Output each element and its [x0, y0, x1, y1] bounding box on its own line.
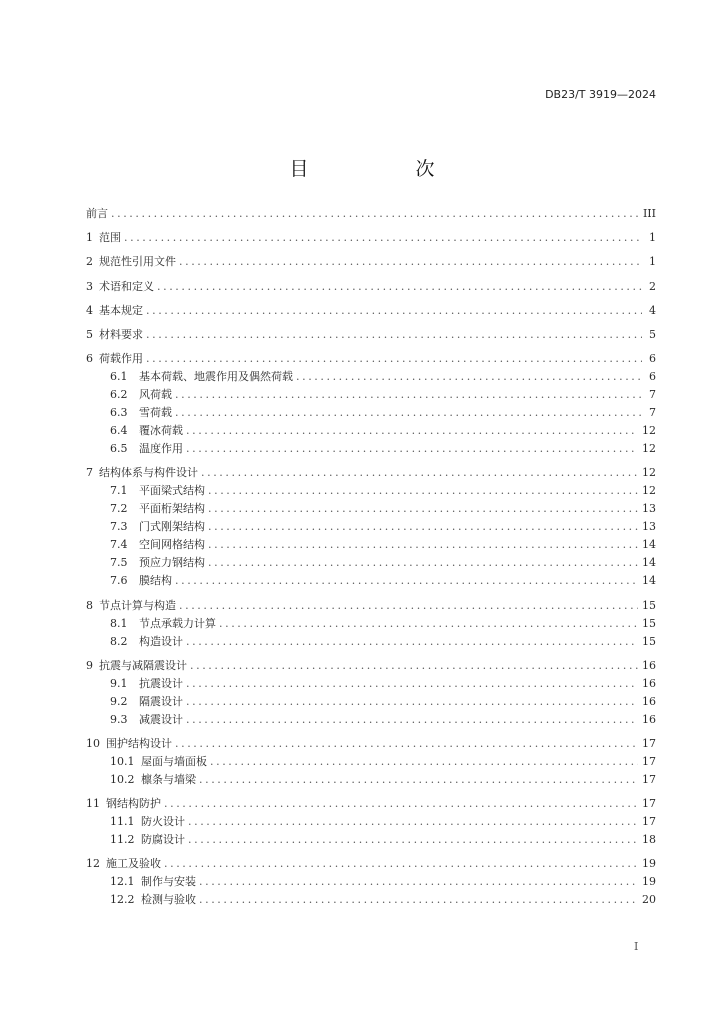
toc-leader-dots [188, 813, 638, 831]
toc-leader-dots [199, 873, 638, 891]
toc-entry-page: 20 [642, 893, 656, 907]
toc-entry-label: 节点计算与构造 [99, 598, 176, 612]
toc-entry[interactable] [86, 657, 656, 675]
toc-leader-dots [146, 302, 642, 320]
toc-entry-page: 16 [642, 712, 656, 726]
toc-entry-page: 19 [642, 875, 656, 889]
toc-entry-label: 膜结构 [139, 574, 172, 588]
toc-entry-page: 19 [642, 857, 656, 871]
toc-entry[interactable] [86, 404, 656, 422]
toc-entry-number: 9 [86, 658, 93, 672]
toc-entry-page: 15 [642, 598, 656, 612]
toc-entry[interactable] [86, 500, 656, 518]
toc-entry-label: 术语和定义 [99, 279, 154, 293]
toc-leader-dots [111, 205, 639, 223]
toc-leader-dots [186, 711, 638, 729]
toc-entry-number: 12 [86, 857, 100, 871]
toc-entry-page: 15 [642, 616, 656, 630]
toc-entry-label: 风荷载 [139, 388, 172, 402]
toc-entry[interactable] [86, 205, 656, 223]
toc-entry-page: 12 [642, 442, 656, 456]
toc-entry-number: 1 [86, 231, 93, 245]
toc-entry-label: 覆冰荷载 [139, 424, 183, 438]
toc-entry[interactable] [86, 597, 656, 615]
toc-leader-dots [175, 386, 642, 404]
toc-entry-number: 8.1 [110, 616, 128, 630]
toc-entry[interactable] [86, 440, 656, 458]
toc-entry-number: 6 [86, 352, 93, 366]
toc-entry-page: 13 [642, 520, 656, 534]
toc-leader-dots [157, 278, 642, 296]
toc-entry[interactable] [86, 711, 656, 729]
toc-entry[interactable] [86, 813, 656, 831]
toc-entry-label: 规范性引用文件 [99, 255, 176, 269]
toc-entry-number: 7.3 [110, 520, 128, 534]
toc-entry-label: 基本荷载、地震作用及偶然荷载 [139, 370, 293, 384]
toc-entry-label: 抗震设计 [139, 676, 183, 690]
toc-entry-label: 制作与安装 [141, 875, 196, 889]
toc-entry-number: 6.1 [110, 370, 128, 384]
toc-leader-dots [186, 675, 638, 693]
toc-entry-label: 檩条与墙梁 [141, 772, 196, 786]
toc-entry-label: 抗震与减隔震设计 [99, 658, 187, 672]
toc-entry-number: 7.4 [110, 538, 128, 552]
toc-entry-page: 17 [642, 815, 656, 829]
toc-entry[interactable] [86, 795, 656, 813]
toc-entry[interactable] [86, 350, 656, 368]
toc-leader-dots [175, 572, 638, 590]
toc-entry-page: 6 [649, 370, 656, 384]
toc-entry-page: 12 [642, 484, 656, 498]
toc-entry-label: 减震设计 [139, 712, 183, 726]
toc-entry-number: 8.2 [110, 634, 128, 648]
toc-entry-page: 7 [649, 406, 656, 420]
toc-entry[interactable] [86, 753, 656, 771]
toc-leader-dots [208, 518, 638, 536]
toc-entry-page: 12 [642, 424, 656, 438]
toc-entry-label: 节点承载力计算 [139, 616, 216, 630]
toc-leader-dots [190, 657, 638, 675]
toc-entry-number: 2 [86, 255, 93, 269]
toc-leader-dots [175, 404, 642, 422]
toc-leader-dots [199, 771, 638, 789]
toc-entry-page: 17 [642, 754, 656, 768]
toc-entry-label: 防火设计 [141, 815, 185, 829]
toc-leader-dots [179, 597, 638, 615]
toc-entry[interactable] [86, 855, 656, 873]
toc-entry-number: 7.2 [110, 502, 128, 516]
toc-leader-dots [188, 831, 638, 849]
toc-entry[interactable] [86, 482, 656, 500]
toc-entry-label: 前言 [86, 207, 108, 220]
toc-leader-dots [186, 633, 638, 651]
toc-entry[interactable] [86, 693, 656, 711]
toc-entry-page: 13 [642, 502, 656, 516]
toc-entry-label: 隔震设计 [139, 694, 183, 708]
toc-entry[interactable] [86, 572, 656, 590]
toc-entry-label: 钢结构防护 [106, 797, 161, 811]
toc-entry[interactable] [86, 229, 656, 247]
toc-entry[interactable] [86, 554, 656, 572]
toc-leader-dots [179, 253, 642, 271]
toc-leader-dots [124, 229, 642, 247]
toc-leader-dots [208, 554, 638, 572]
toc-leader-dots [219, 615, 638, 633]
toc-entry-number: 7.5 [110, 556, 128, 570]
toc-entry-page: 16 [642, 676, 656, 690]
toc-entry-number: 6.4 [110, 424, 128, 438]
toc-entry-label: 围护结构设计 [106, 736, 172, 750]
toc-entry-number: 7 [86, 466, 93, 480]
toc-entry[interactable] [86, 278, 656, 296]
toc-leader-dots [208, 482, 638, 500]
toc-entry-page: 17 [642, 772, 656, 786]
toc-entry[interactable] [86, 873, 656, 891]
toc-leader-dots [186, 440, 638, 458]
toc-entry[interactable] [86, 675, 656, 693]
toc-leader-dots [186, 422, 638, 440]
toc-entry-number: 12.1 [110, 875, 135, 889]
page-number: I [634, 940, 639, 953]
toc-entry-number: 11.1 [110, 815, 135, 829]
toc-leader-dots [201, 464, 638, 482]
toc-leader-dots [296, 368, 642, 386]
toc-entry-number: 6.2 [110, 388, 128, 402]
toc-entry-label: 平面梁式结构 [139, 484, 205, 498]
toc-leader-dots [146, 350, 642, 368]
toc-entry[interactable] [86, 386, 656, 404]
toc-entry-label: 荷载作用 [99, 352, 143, 366]
toc-title: 目 次 [289, 158, 479, 180]
toc-entry-page: 6 [649, 352, 656, 366]
toc-leader-dots [208, 536, 638, 554]
toc-entry-label: 检测与验收 [141, 893, 196, 907]
toc-entry-number: 6.3 [110, 406, 128, 420]
toc-entry[interactable] [86, 615, 656, 633]
toc-entry-number: 11.2 [110, 833, 135, 847]
toc-entry[interactable] [86, 536, 656, 554]
toc-entry-page: 14 [642, 556, 656, 570]
toc-entry-page: 5 [649, 327, 656, 341]
toc-entry-label: 构造设计 [139, 634, 183, 648]
toc-entry-number: 8 [86, 598, 93, 612]
toc-entry-number: 4 [86, 303, 93, 317]
toc-entry-page: 2 [649, 279, 656, 293]
table-of-contents [86, 205, 656, 909]
toc-entry-number: 11 [86, 797, 100, 811]
toc-entry[interactable] [86, 831, 656, 849]
toc-leader-dots [175, 735, 638, 753]
toc-leader-dots [146, 326, 642, 344]
toc-entry-label: 基本规定 [99, 303, 143, 317]
toc-entry-number: 9.2 [110, 694, 128, 708]
toc-entry-label: 防腐设计 [141, 833, 185, 847]
toc-entry-label: 范围 [99, 231, 121, 245]
toc-leader-dots [164, 855, 638, 873]
toc-entry-label: 平面桁架结构 [139, 502, 205, 516]
toc-entry-number: 5 [86, 327, 93, 341]
toc-entry-page: 1 [649, 255, 656, 269]
toc-entry-page: 16 [642, 658, 656, 672]
toc-entry[interactable] [86, 633, 656, 651]
toc-entry[interactable] [86, 464, 656, 482]
toc-entry-label: 屋面与墙面板 [141, 754, 207, 768]
toc-entry-page: 7 [649, 388, 656, 402]
toc-entry[interactable] [86, 735, 656, 753]
toc-entry-page: 12 [642, 466, 656, 480]
toc-entry[interactable] [86, 518, 656, 536]
toc-entry-label: 结构体系与构件设计 [99, 466, 198, 480]
toc-entry-page: 4 [649, 303, 656, 317]
toc-entry-number: 10 [86, 736, 100, 750]
toc-entry-page: 14 [642, 538, 656, 552]
toc-entry[interactable] [86, 422, 656, 440]
toc-entry-label: 空间网格结构 [139, 538, 205, 552]
toc-entry-number: 3 [86, 279, 93, 293]
toc-entry[interactable] [86, 326, 656, 344]
toc-entry-page: 15 [642, 634, 656, 648]
toc-entry-page: 14 [642, 574, 656, 588]
toc-entry-number: 6.5 [110, 442, 128, 456]
toc-entry-label: 雪荷载 [139, 406, 172, 420]
toc-entry-label: 材料要求 [99, 327, 143, 341]
document-code: DB23/T 3919—2024 [545, 88, 656, 101]
toc-entry-label: 门式刚架结构 [139, 520, 205, 534]
toc-entry-label: 温度作用 [139, 442, 183, 456]
toc-entry[interactable] [86, 302, 656, 320]
toc-entry[interactable] [86, 771, 656, 789]
toc-entry-page: 17 [642, 736, 656, 750]
toc-entry-page: III [642, 207, 656, 220]
toc-entry[interactable] [86, 891, 656, 909]
toc-entry-label: 施工及验收 [106, 857, 161, 871]
toc-entry[interactable] [86, 253, 656, 271]
toc-entry-number: 10.2 [110, 772, 135, 786]
toc-entry-number: 9.1 [110, 676, 128, 690]
toc-entry-number: 12.2 [110, 893, 135, 907]
toc-entry-page: 1 [649, 231, 656, 245]
toc-entry-page: 17 [642, 797, 656, 811]
toc-entry-page: 18 [642, 833, 656, 847]
toc-entry-number: 7.6 [110, 574, 128, 588]
toc-entry-number: 7.1 [110, 484, 128, 498]
toc-leader-dots [208, 500, 638, 518]
toc-leader-dots [210, 753, 638, 771]
toc-entry-page: 16 [642, 694, 656, 708]
toc-entry-number: 9.3 [110, 712, 128, 726]
toc-entry-number: 10.1 [110, 754, 135, 768]
toc-entry[interactable] [86, 368, 656, 386]
toc-entry-label: 预应力钢结构 [139, 556, 205, 570]
toc-leader-dots [199, 891, 638, 909]
toc-leader-dots [164, 795, 638, 813]
toc-leader-dots [186, 693, 638, 711]
